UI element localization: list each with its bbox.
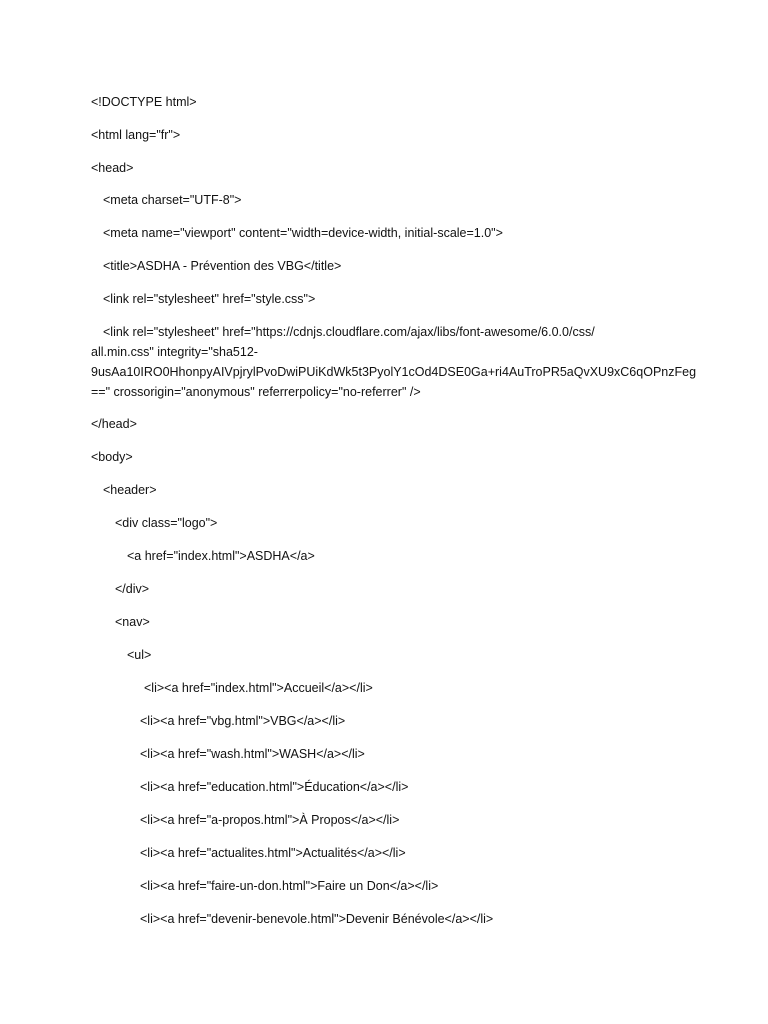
code-line-div-logo: <div class="logo"> (115, 516, 218, 530)
code-line-li-actualites: <li><a href="actualites.html">Actualités</a></li> (140, 846, 406, 860)
code-line-head-open: <head> (91, 161, 134, 175)
code-line-html-open: <html lang="fr"> (91, 128, 181, 142)
code-line-li-faire-un-don: <li><a href="faire-un-don.html">Faire un Don</a></li> (140, 879, 439, 893)
code-line-link-stylesheet: <link rel="stylesheet" href="style.css"> (103, 292, 316, 306)
code-block-font-awesome-link (91, 322, 697, 402)
code-line-meta-charset: <meta charset="UTF-8"> (103, 193, 242, 207)
code-line-fa-link-2: all.min.css" integrity="sha512- (91, 345, 258, 359)
code-line-nav-open: <nav> (115, 615, 150, 629)
code-line-li-accueil: <li><a href="index.html">Accueil</a></li> (144, 681, 373, 695)
code-line-title: <title>ASDHA - Prévention des VBG</title> (103, 259, 342, 273)
code-line-div-close: </div> (115, 582, 150, 596)
code-line-logo-link: <a href="index.html">ASDHA</a> (127, 549, 315, 563)
code-line-li-wash: <li><a href="wash.html">WASH</a></li> (140, 747, 365, 761)
code-line-li-vbg: <li><a href="vbg.html">VBG</a></li> (140, 714, 346, 728)
code-line-ul-open: <ul> (127, 648, 152, 662)
code-line-head-close: </head> (91, 417, 137, 431)
code-line-fa-link-3: 9usAa10IRO0HhonpyAIVpjrylPvoDwiPUiKdWk5t3PyolY1cOd4DSE0Ga+ri4AuTroPR5aQvXU9xC6qOPnzFeg (91, 365, 697, 379)
code-line-fa-link-1: <link rel="stylesheet" href="https://cdnjs.cloudflare.com/ajax/libs/font-awesome/6.0.0/css/ (103, 325, 595, 339)
code-line-meta-viewport: <meta name="viewport" content="width=device-width, initial-scale=1.0"> (103, 226, 503, 240)
code-line-li-a-propos: <li><a href="a-propos.html">À Propos</a></li> (140, 813, 400, 827)
code-line-li-devenir-benevole: <li><a href="devenir-benevole.html">Devenir Bénévole</a></li> (140, 912, 494, 926)
code-line-li-education: <li><a href="education.html">Éducation</a></li> (140, 780, 409, 794)
code-line-fa-link-4: ==" crossorigin="anonymous" referrerpolicy="no-referrer" /> (91, 385, 421, 399)
code-line-doctype: <!DOCTYPE html> (91, 95, 197, 109)
code-line-header-open: <header> (103, 483, 157, 497)
code-line-body-open: <body> (91, 450, 133, 464)
